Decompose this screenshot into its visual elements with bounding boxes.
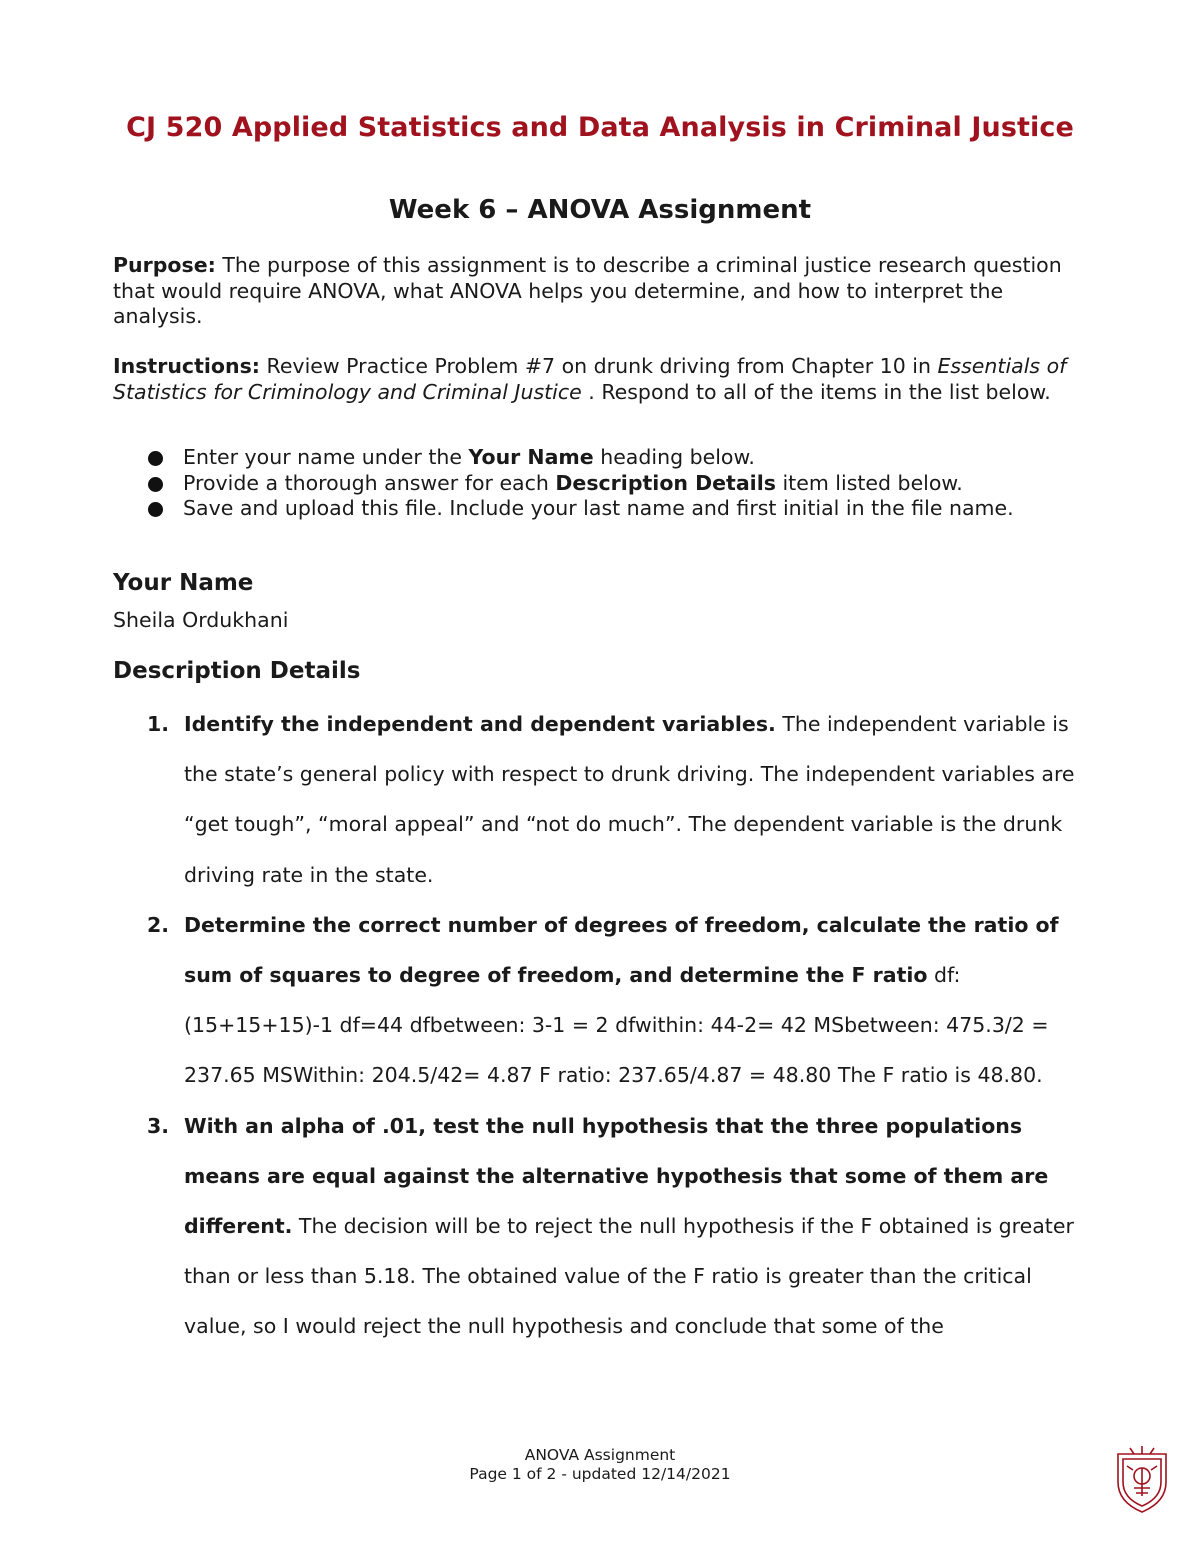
list-item (147, 496, 1014, 522)
item-question: With an alpha of .01, test the null hypothesis that the three populations means are equal against the alternative hypothesis that some of them are different. (184, 1113, 1049, 1239)
list-item (113, 699, 1093, 900)
bullet-icon (148, 451, 163, 466)
bullet-text: Enter your name under the (183, 445, 469, 469)
bullet-text-after: item listed below. (775, 470, 963, 495)
bullet-bold-text: Your Name (468, 445, 594, 469)
book-title: Essentials of Statistics for Criminology and Criminal Justice (113, 354, 1067, 404)
list-item (113, 1101, 1093, 1352)
list-item (113, 900, 1093, 1101)
item-number: 1. (147, 712, 170, 736)
item-answer: The independent variable is the state’s general policy with respect to drunk driving. The independent variables are “get tough”, “moral appeal” and “not do much”. The dependent variable is the drunk driving rate in the state. (184, 712, 1075, 887)
university-seal-icon (1112, 1444, 1172, 1514)
purpose-paragraph (113, 253, 1093, 330)
item-question: Identify the independent and dependent variables. (184, 712, 776, 736)
instructions-paragraph (113, 354, 1093, 405)
student-name: Sheila Ordukhani (113, 608, 289, 632)
bullet-text: Save and upload this file. Include your last name and first initial in the file name. (183, 496, 1014, 520)
item-number: 3. (147, 1113, 170, 1138)
assignment-title: Week 6 – ANOVA Assignment (388, 195, 812, 225)
bullet-icon (148, 502, 163, 517)
description-details-heading: Description Details (113, 658, 361, 684)
purpose-text: The purpose of this assignment is to describe a criminal justice research question that would require ANOVA, what ANOVA helps you determine, and how to interpret the analysis. (113, 253, 1062, 328)
bullet-text: Provide a thorough answer for each (183, 470, 556, 495)
instructions-bullet-list (147, 445, 1014, 522)
bullet-icon (148, 477, 163, 492)
item-question: Determine the correct number of degrees of freedom, calculate the ratio of sum of squares to degree of freedom, and determine the F ratio (184, 912, 1059, 988)
bullet-bold-text: Description Details (555, 470, 776, 495)
your-name-heading: Your Name (113, 570, 254, 596)
course-title: CJ 520 Applied Statistics and Data Analysis in Criminal Justice (126, 112, 1074, 143)
purpose-label: Purpose: (113, 253, 216, 277)
item-answer: The decision will be to reject the null hypothesis if the F obtained is greater than or less than 5.18. The obtained value of the F ratio is greater than the critical value, so I would reject the null hypothesis and conclude that some of the (184, 1214, 1074, 1339)
instructions-text-after: . Respond to all of the items in the list below. (581, 379, 1051, 404)
list-item (147, 471, 1014, 497)
bullet-text-after: heading below. (593, 445, 755, 469)
footer-title: ANOVA Assignment (524, 1446, 676, 1464)
list-item (147, 445, 1014, 471)
page-footer (0, 1446, 1200, 1484)
item-answer: df: (15+15+15)-1 df=44 dfbetween: 3-1 = 2 dfwithin: 44-2= 42 MSbetween: 475.3/2 = 237.65 MSWithin: 204.5/42= 4.87 F ratio: 237.65/4.87 = 48.80 The F ratio is 48.80. (184, 963, 1049, 1088)
description-items-list (113, 699, 1093, 1352)
footer-page-info: Page 1 of 2 - updated 12/14/2021 (469, 1465, 731, 1483)
instructions-label: Instructions: (113, 354, 260, 378)
instructions-text-before: Review Practice Problem #7 on drunk driving from Chapter 10 in (259, 354, 938, 378)
item-number: 2. (147, 912, 170, 937)
